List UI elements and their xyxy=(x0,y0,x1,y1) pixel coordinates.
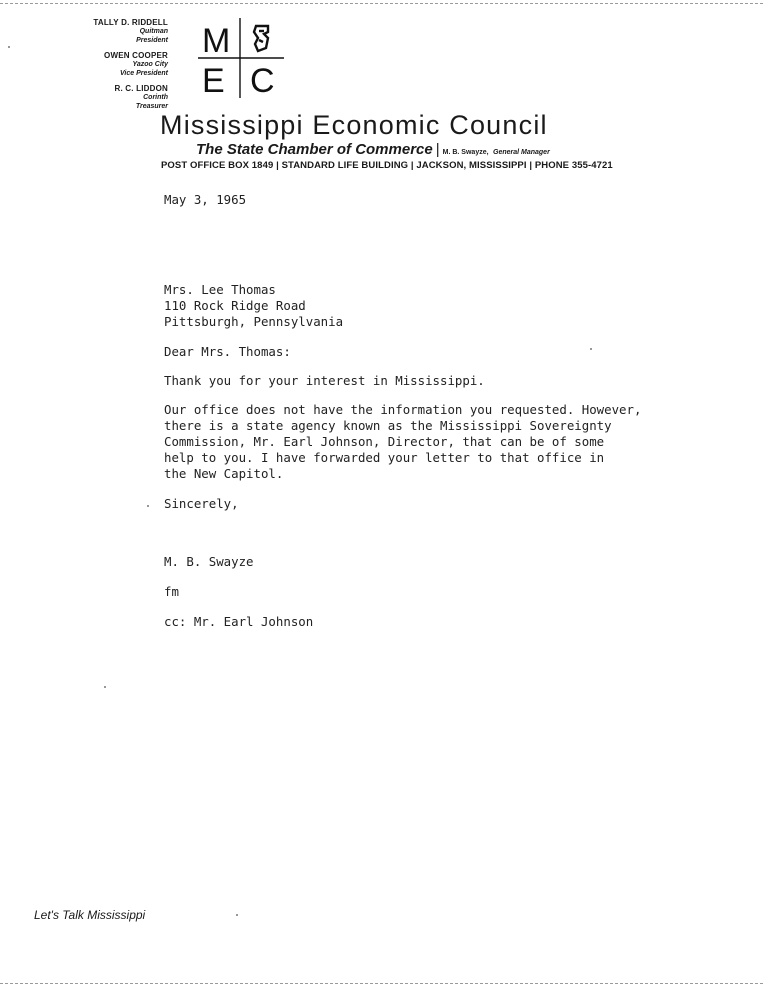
logo-letter-m: M xyxy=(202,22,231,60)
paragraph-2-line: the New Capitol. xyxy=(164,466,284,481)
carbon-copy: cc: Mr. Earl Johnson xyxy=(164,614,314,629)
manager-name: M. B. Swayze, xyxy=(442,149,489,156)
scan-speck xyxy=(236,914,238,916)
scan-speck xyxy=(147,505,149,507)
paragraph-2-line: help to you. I have forwarded your letter to that office in xyxy=(164,450,605,465)
paragraph-2-line: there is a state agency known as the Mississippi Sovereignty xyxy=(164,418,612,433)
organization-name: Mississippi Economic Council xyxy=(160,110,548,140)
paragraph-2-line: Commission, Mr. Earl Johnson, Director, that can be of some xyxy=(164,434,605,449)
officer-name: TALLY D. RIDDELL xyxy=(93,18,168,27)
scan-speck xyxy=(8,46,10,48)
salutation: Dear Mrs. Thomas: xyxy=(164,344,291,359)
recipient-street: 110 Rock Ridge Road xyxy=(164,298,306,313)
officer-city: Yazoo City xyxy=(132,61,168,68)
scan-speck xyxy=(104,686,106,688)
letter-date: May 3, 1965 xyxy=(164,192,247,207)
tagline: The State Chamber of Commerce xyxy=(196,141,433,158)
tagline-row xyxy=(196,141,550,159)
scan-edge-top xyxy=(0,3,763,4)
signature-name: M. B. Swayze xyxy=(164,554,254,569)
officer-role: Vice President xyxy=(120,70,168,77)
address-line: POST OFFICE BOX 1849 | STANDARD LIFE BUILDING | JACKSON, MISSISSIPPI | PHONE 355-4721 xyxy=(161,160,613,171)
recipient-city: Pittsburgh, Pennsylvania xyxy=(164,314,344,329)
officers-list xyxy=(60,18,168,111)
officer-role: Treasurer xyxy=(135,103,168,110)
officer-name: R. C. LIDDON xyxy=(114,84,168,93)
typist-initials: fm xyxy=(164,584,179,599)
magnolia-emblem-icon xyxy=(254,26,268,51)
officer-city: Quitman xyxy=(139,28,168,35)
manager-title: General Manager xyxy=(493,149,550,156)
mec-logo xyxy=(198,18,284,98)
officer-role: President xyxy=(136,37,168,44)
scan-edge-bottom xyxy=(0,983,763,984)
recipient-name: Mrs. Lee Thomas xyxy=(164,282,276,297)
tagline-separator: | xyxy=(435,141,440,158)
closing: Sincerely, xyxy=(164,496,239,511)
logo-letter-c: C xyxy=(250,62,275,98)
paragraph-1: Thank you for your interest in Mississippi. xyxy=(164,373,485,388)
scan-speck xyxy=(590,348,592,350)
officer-city: Corinth xyxy=(143,94,168,101)
officer-name: OWEN COOPER xyxy=(104,51,168,60)
footer-slogan: Let's Talk Mississippi xyxy=(34,908,146,922)
logo-letter-e: E xyxy=(202,62,225,98)
paragraph-2-line: Our office does not have the information you requested. However, xyxy=(164,402,642,417)
